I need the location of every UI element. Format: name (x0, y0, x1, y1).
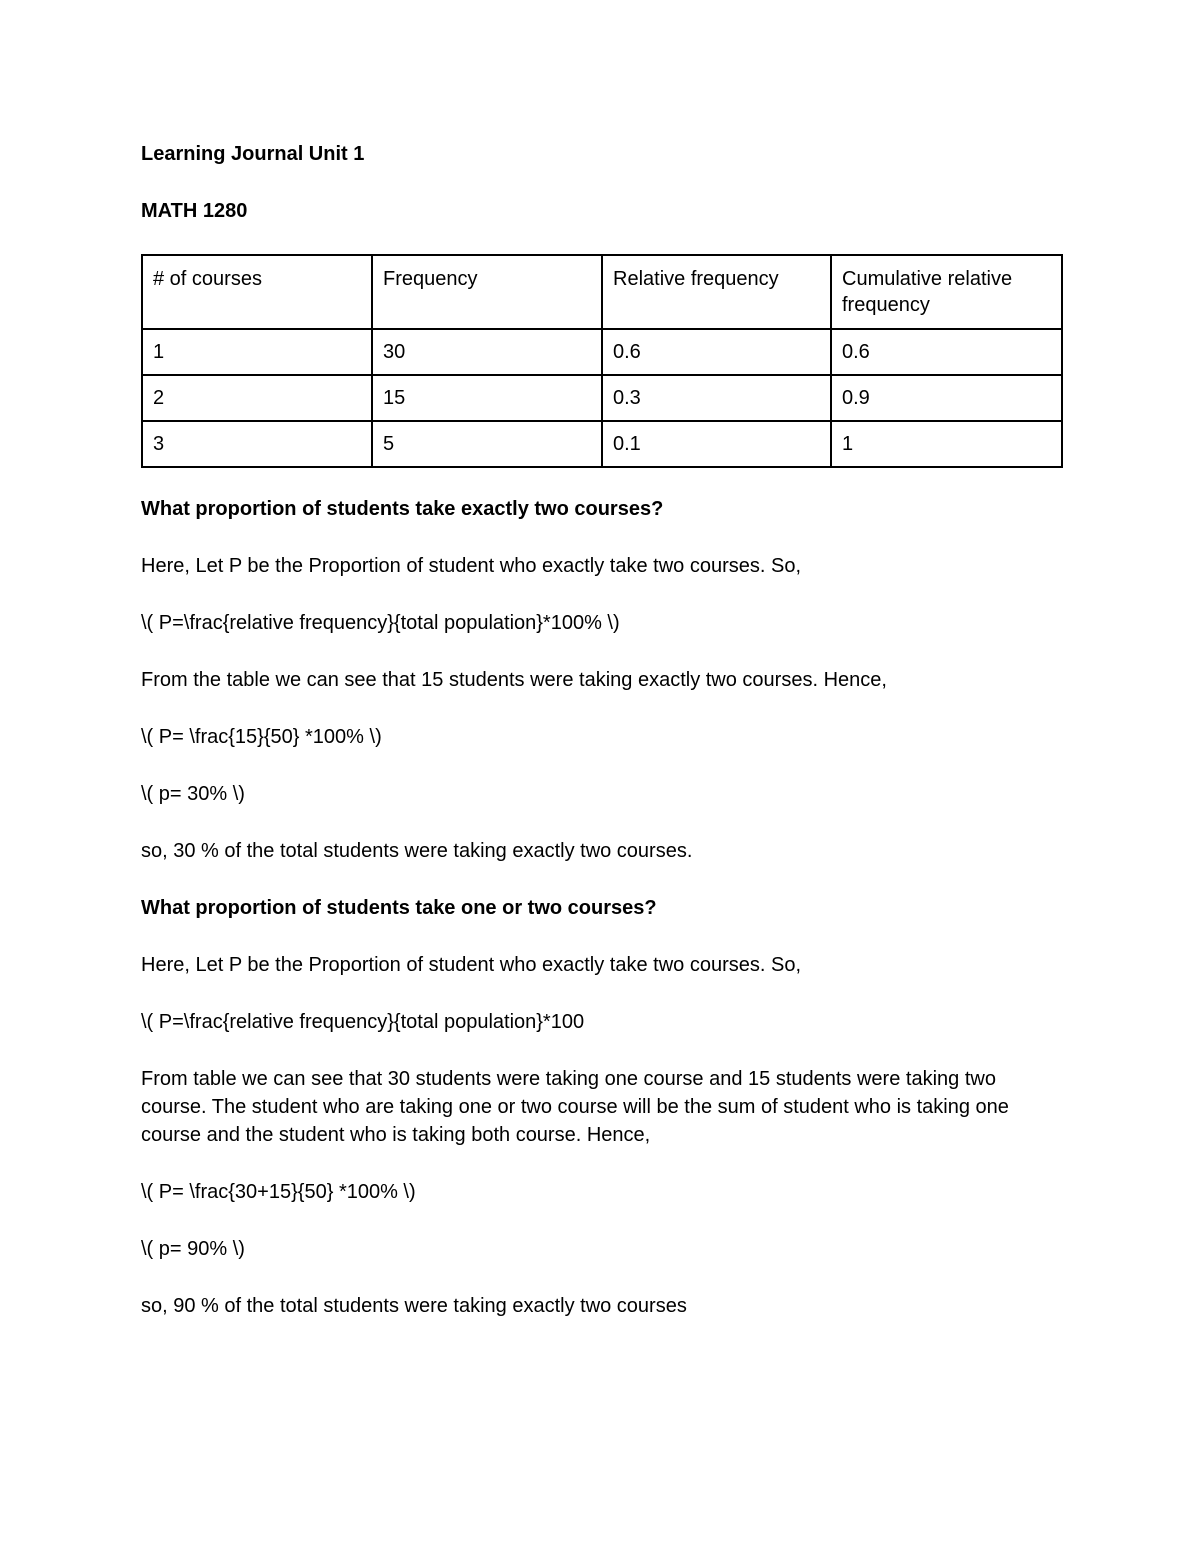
table-cell: 5 (372, 421, 602, 467)
table-header-cell: Frequency (372, 255, 602, 329)
q2-paragraph-2: From table we can see that 30 students were taking one course and 15 students were taking two course. The student who are taking one or two course will be the sum of student who is taking one course and the student who is taking both course. Hence, (141, 1068, 1009, 1146)
question-2-heading: What proportion of students take one or two courses? (141, 897, 657, 919)
q1-formula-result: \( p= 30% \) (141, 783, 245, 805)
table-cell: 15 (372, 375, 602, 421)
table-cell: 2 (142, 375, 372, 421)
q1-formula-general: \( P=\frac{relative frequency}{total population}*100% \) (141, 612, 620, 634)
table-cell: 3 (142, 421, 372, 467)
document-body (141, 140, 1061, 1349)
table-header-cell: Cumulative relative frequency (831, 255, 1062, 329)
table-header-cell: # of courses (142, 255, 372, 329)
table-cell: 1 (142, 329, 372, 375)
document-title: Learning Journal Unit 1 (141, 143, 365, 165)
table-cell: 0.3 (602, 375, 831, 421)
course-code: MATH 1280 (141, 200, 248, 222)
q1-formula-substituted: \( P= \frac{15}{50} *100% \) (141, 726, 382, 748)
q1-paragraph-1: Here, Let P be the Proportion of student who exactly take two courses. So, (141, 555, 801, 577)
q2-formula-result: \( p= 90% \) (141, 1238, 245, 1260)
table-cell: 0.9 (831, 375, 1062, 421)
q1-paragraph-2: From the table we can see that 15 students were taking exactly two courses. Hence, (141, 669, 887, 691)
q2-conclusion: so, 90 % of the total students were taking exactly two courses (141, 1295, 687, 1317)
question-1-heading: What proportion of students take exactly two courses? (141, 498, 664, 520)
q1-conclusion: so, 30 % of the total students were taking exactly two courses. (141, 840, 693, 862)
table-header-row (142, 255, 1062, 329)
frequency-table (141, 254, 1063, 468)
table-cell: 0.6 (602, 329, 831, 375)
table-cell: 0.1 (602, 421, 831, 467)
table-cell: 0.6 (831, 329, 1062, 375)
table-cell: 1 (831, 421, 1062, 467)
table-header-cell: Relative frequency (602, 255, 831, 329)
table-row (142, 421, 1062, 467)
table-row (142, 329, 1062, 375)
q2-formula-substituted: \( P= \frac{30+15}{50} *100% \) (141, 1181, 416, 1203)
q2-paragraph-1: Here, Let P be the Proportion of student who exactly take two courses. So, (141, 954, 801, 976)
q2-formula-general: \( P=\frac{relative frequency}{total population}*100 (141, 1011, 585, 1033)
table-cell: 30 (372, 329, 602, 375)
table-row (142, 375, 1062, 421)
